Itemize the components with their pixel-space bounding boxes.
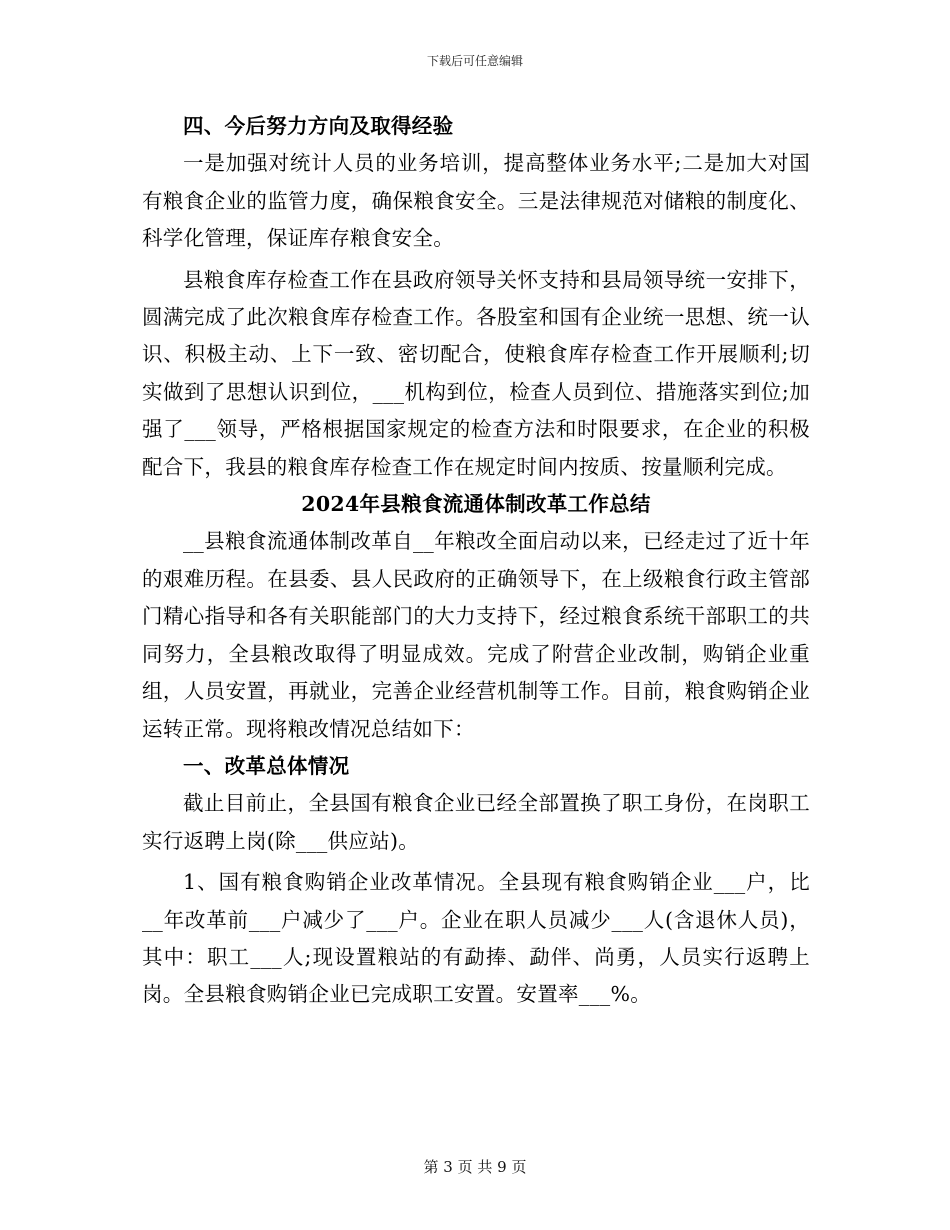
paragraph-experience: 一是加强对统计人员的业务培训，提高整体业务水平;二是加大对国有粮食企业的监管力度，确保粮食安全。三是法律规范对储粮的制度化、科学化管理，保证库存粮食安全。 bbox=[142, 151, 810, 251]
page-header: 下载后可任意编辑 bbox=[426, 54, 523, 68]
document-title: 2024年县粮食流通体制改革工作总结 bbox=[301, 492, 651, 517]
section-heading-1: 一、改革总体情况 bbox=[183, 753, 350, 778]
paragraph-intro: __县粮食流通体制改革自__年粮改全面启动以来，已经走过了近十年的艰难历程。在县委、县人民政府的正确领导下，在上级粮食行政主管部门精心指导和各有关职能部门的大力支持下，经过粮食系统干部职工的共同努力，全县粮改取得了明显成效。完成了附营企业改制，购销企业重组，人员安置，再就业，完善企业经营机制等工作。目前，粮食购销企业运转正常。现将粮改情况总结如下： bbox=[142, 529, 810, 741]
section-heading-4: 四、今后努力方向及取得经验 bbox=[183, 114, 454, 138]
paragraph-enterprise-reform: 1、国有粮食购销企业改革情况。全县现有粮食购销企业___户，比__年改革前___户减少了___户。企业在职人员减少___人(含退休人员)，其中：职工___人;现设置粮站的有勐捧、勐伴、尚勇，人员实行返聘上岗。全县粮食购销企业已完成职工安置。安置率___%。 bbox=[142, 870, 810, 1007]
paragraph-overall: 截止目前止，全县国有粮食企业已经全部置换了职工身份，在岗职工实行返聘上岗(除___供应站)。 bbox=[142, 791, 810, 853]
paragraph-inspection-summary: 县粮食库存检查工作在县政府领导关怀支持和县局领导统一安排下，圆满完成了此次粮食库存检查工作。各股室和国有企业统一思想、统一认识、积极主动、上下一致、密切配合，使粮食库存检查工作开展顺利;切实做到了思想认识到位，___机构到位，检查人员到位、措施落实到位;加强了___领导，严格根据国家规定的检查方法和时限要求，在企业的积极配合下，我县的粮食库存检查工作在规定时间内按质、按量顺利完成。 bbox=[142, 267, 810, 479]
document-body bbox=[142, 108, 810, 1014]
page-number: 第 3 页 共 9 页 bbox=[423, 1158, 527, 1176]
